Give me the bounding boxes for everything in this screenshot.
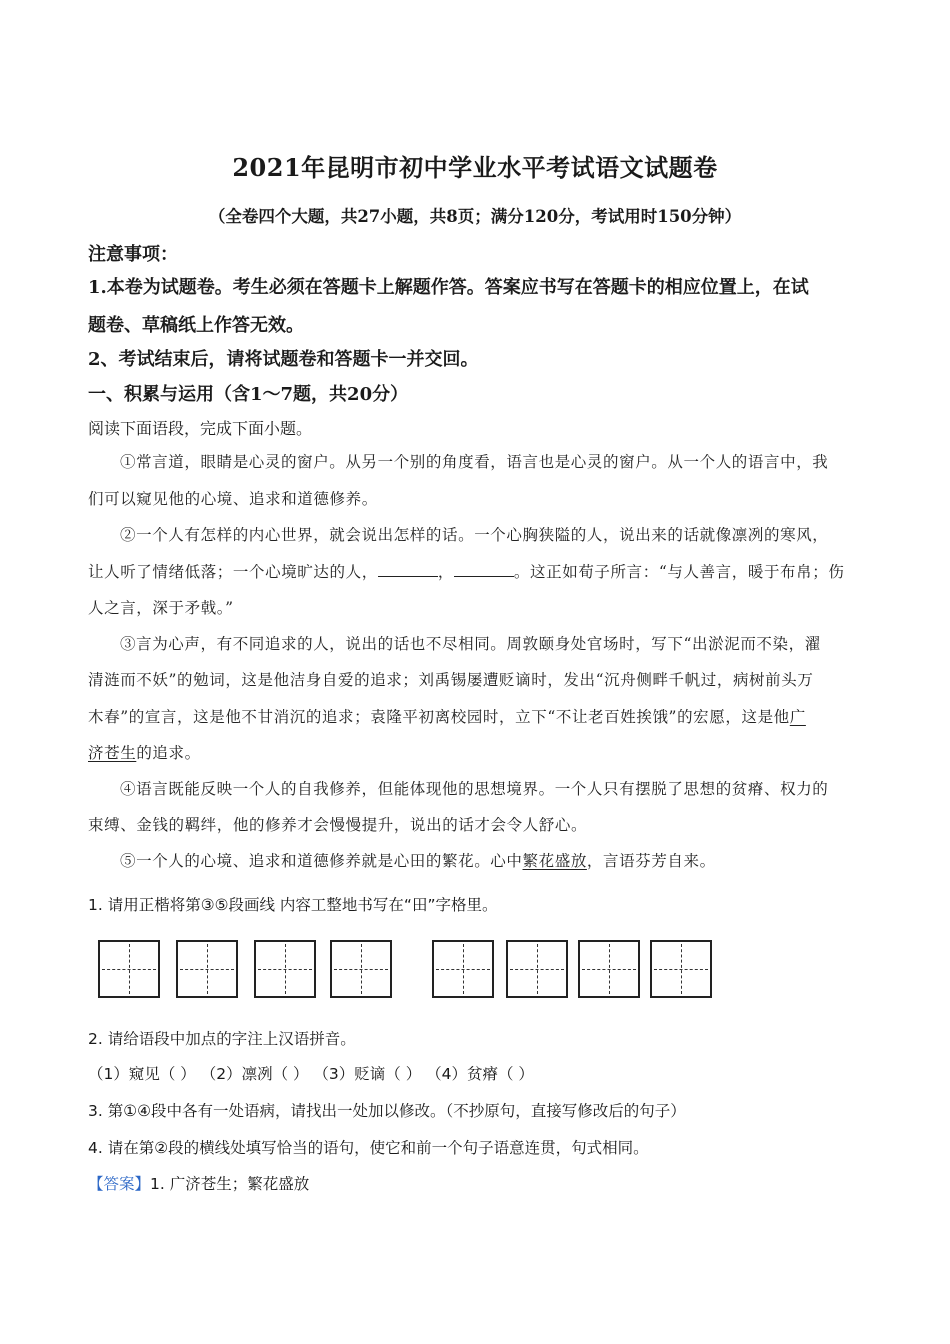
passage-p2-c: 人之言，深于矛戟。”: [88, 599, 234, 617]
instruction-text: 阅读下面语段，完成下面小题。: [88, 419, 313, 438]
tianzige-cell[interactable]: [650, 940, 712, 998]
question-2-items: （1）窥见（ ） （2）凛冽（ ） （3）贬谪（ ） （4）贫瘠（ ）: [88, 1065, 534, 1083]
passage-p3-b: 清涟而不妖”的勉词，这是他洁身自爱的追求；刘禹锡屡遭贬谪时，发出“沉舟侧畔千帆过，病树前头万: [88, 671, 814, 689]
passage-p5-text1: ⑤一个人的心境、追求和道德修养就是心田的繁花。心中: [120, 852, 523, 870]
underlined-text-1a: 广: [789, 708, 806, 726]
fill-blank-2[interactable]: [454, 562, 514, 577]
underlined-text-2: 繁花盛放: [522, 852, 587, 870]
passage-p3-d: [88, 741, 201, 763]
passage-p1-a: ①常言道，眼睛是心灵的窗户。从另一个别的角度看，语言也是心灵的窗户。从一个人的语言中，我: [120, 453, 829, 471]
passage-p3-c-text: 木春”的宣言，这是他不甘消沉的追求；袁隆平初离校园时，立下“不让老百姓挨饿”的宏愿，这是他: [88, 708, 790, 726]
tianzige-cell[interactable]: [506, 940, 568, 998]
underlined-text-1b: 济苍生: [88, 744, 137, 762]
passage-p2-b: [88, 560, 844, 582]
notice-item-1b: 题卷、草稿纸上作答无效。: [88, 315, 304, 336]
passage-p2-b-text1: 让人听了情绪低落；一个心境旷达的人，: [88, 563, 378, 581]
tianzige-cell[interactable]: [578, 940, 640, 998]
passage-p2-b-text2: 。这正如荀子所言：“与人善言，暖于布帛；伤: [513, 563, 845, 581]
tianzige-cell[interactable]: [254, 940, 316, 998]
tianzige-grid: [98, 940, 718, 1006]
section-heading: 一、积累与运用（含1～7题，共20分）: [88, 384, 409, 405]
passage-p2-a: ②一个人有怎样的内心世界，就会说出怎样的话。一个心胸狭隘的人，说出来的话就像凛冽的寒风，: [120, 526, 829, 544]
passage-p3-c: [88, 705, 806, 727]
passage-p1-b: 们可以窥见他的心境、追求和道德修养。: [88, 490, 378, 508]
page-title: 2021年昆明市初中学业水平考试语文试题卷: [232, 153, 718, 182]
answer-tag: 【答案】: [88, 1175, 151, 1193]
tianzige-cell[interactable]: [98, 940, 160, 998]
notice-item-2: 2、考试结束后，请将试题卷和答题卡一并交回。: [88, 349, 479, 370]
passage-p4-a: ④语言既能反映一个人的自我修养，但能体现他的思想境界。一个人只有摆脱了思想的贫瘠、权力的: [120, 780, 829, 798]
passage-p5-text2: ，言语芬芳自来。: [586, 852, 716, 870]
passage-p3-d-text: 的追求。: [136, 744, 201, 762]
notice-heading: 注意事项：: [88, 244, 178, 265]
tianzige-cell[interactable]: [330, 940, 392, 998]
fill-blank-1[interactable]: [378, 562, 438, 577]
question-1: 1. 请用正楷将第③⑤段画线 内容工整地书写在“田”字格里。: [88, 896, 498, 914]
question-4: 4. 请在第②段的横线处填写恰当的语句，使它和前一个句子语意连贯，句式相同。: [88, 1139, 649, 1157]
notice-item-1a: 1.本卷为试题卷。考生必须在答题卡上解题作答。答案应书写在答题卡的相应位置上，在试: [88, 277, 809, 298]
passage-p3-a: ③言为心声，有不同追求的人，说出的话也不尽相同。周敦颐身处官场时，写下“出淤泥而不染，濯: [120, 635, 821, 653]
question-2: 2. 请给语段中加点的字注上汉语拼音。: [88, 1030, 356, 1048]
passage-p5: [120, 849, 716, 871]
answer-line: [88, 1172, 309, 1194]
tianzige-cell[interactable]: [176, 940, 238, 998]
passage-p4-b: 束缚、金钱的羁绊，他的修养才会慢慢提升，说出的话才会令人舒心。: [88, 816, 588, 834]
tianzige-cell[interactable]: [432, 940, 494, 998]
passage-p2-b-sep: ，: [437, 563, 454, 581]
answer-text: 1. 广济苍生；繁花盛放: [150, 1175, 310, 1193]
question-3: 3. 第①④段中各有一处语病，请找出一处加以修改。（不抄原句，直接写修改后的句子）: [88, 1102, 686, 1120]
page-subtitle: （全卷四个大题，共27小题，共8页；满分120分，考试用时150分钟）: [208, 207, 742, 226]
